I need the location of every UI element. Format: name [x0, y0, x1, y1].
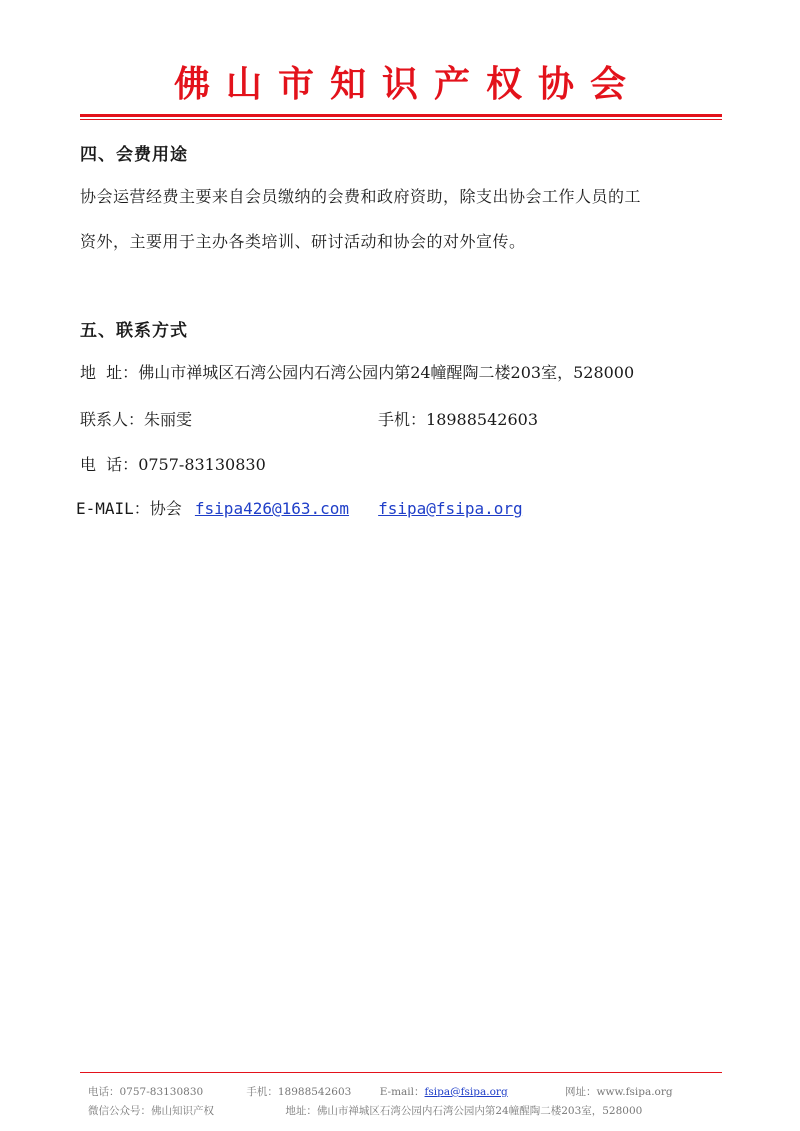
contact-person-row	[80, 407, 192, 430]
footer-email-label: E-mail：	[379, 1086, 425, 1098]
address-row	[80, 360, 634, 383]
footer-email	[380, 1084, 562, 1099]
mobile-row	[378, 407, 538, 430]
phone-value: 0757-83130830	[138, 455, 266, 474]
email-row	[76, 496, 523, 519]
footer-address: 地址：佛山市禅城区石湾公园内石湾公园内第24幢醒陶二楼203室，528000	[285, 1105, 643, 1117]
address-label: 地 址：	[80, 363, 139, 382]
page-title: 佛山市知识产权协会	[173, 64, 642, 105]
contact-value: 朱丽雯	[144, 410, 193, 429]
footer-line-1	[88, 1084, 673, 1099]
footer-mobile: 手机：18988542603	[246, 1086, 352, 1098]
footer-wechat: 微信公众号：佛山知识产权	[88, 1105, 214, 1117]
footer-email-link[interactable]: fsipa@fsipa.org	[424, 1086, 508, 1098]
mobile-label: 手机：	[378, 410, 427, 429]
mobile-value: 18988542603	[426, 410, 538, 429]
footer-website: 网址：www.fsipa.org	[565, 1086, 673, 1098]
email-link-1[interactable]: fsipa426@163.com	[194, 499, 350, 518]
footer-phone: 电话：0757-83130830	[88, 1086, 204, 1098]
address-value: 佛山市禅城区石湾公园内石湾公园内第24幢醒陶二楼203室，528000	[138, 363, 635, 382]
footer-divider	[80, 1072, 722, 1073]
footer-line-2	[88, 1103, 642, 1118]
fees-paragraph-line-2: 资外，主要用于主办各类培训、研讨活动和协会的对外宣传。	[80, 232, 526, 251]
section-heading-fees: 四、会费用途	[80, 145, 188, 165]
header-divider-thick	[80, 114, 722, 117]
contact-label: 联系人：	[80, 410, 145, 429]
phone-label: 电 话：	[80, 455, 139, 474]
header-divider-thin	[80, 119, 722, 120]
email-link-2[interactable]: fsipa@fsipa.org	[378, 499, 523, 518]
section-heading-contact: 五、联系方式	[80, 321, 188, 341]
fees-paragraph-line-1: 协会运营经费主要来自会员缴纳的会费和政府资助，除支出协会工作人员的工	[80, 187, 642, 206]
phone-row	[80, 452, 266, 475]
email-label: E-MAIL：协会	[76, 499, 182, 518]
